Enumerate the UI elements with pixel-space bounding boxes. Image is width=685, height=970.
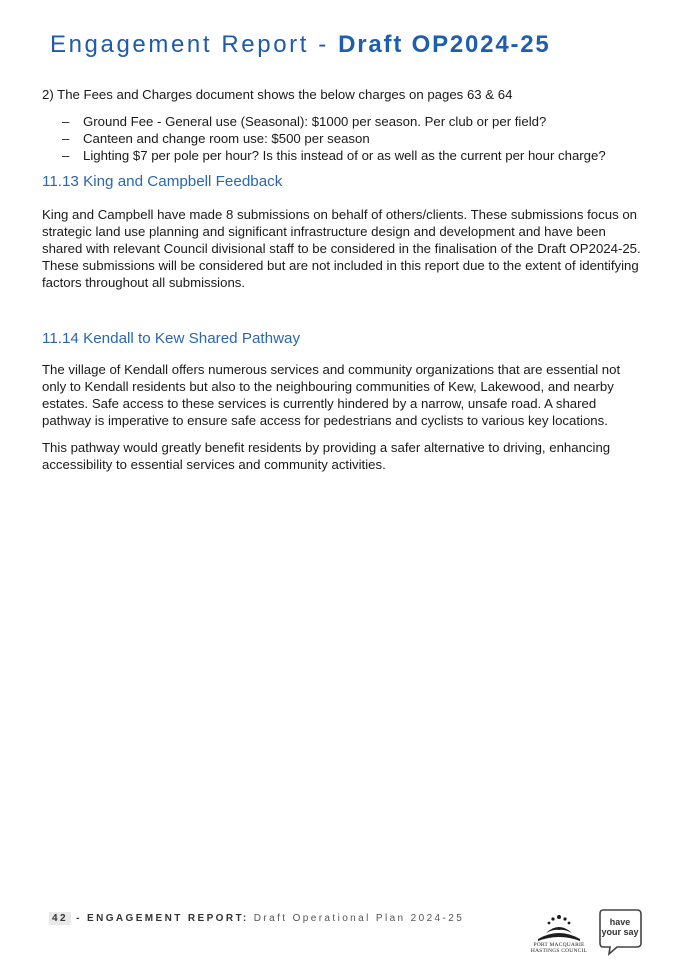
section-heading-11-13: 11.13 King and Campbell Feedback — [42, 173, 283, 190]
bullet-dash: – — [62, 131, 70, 146]
have-your-say-line2: your say — [601, 927, 639, 937]
council-name — [524, 942, 594, 954]
section-11-13-paragraph: King and Campbell have made 8 submissions on behalf of others/clients. These submissions focus on strategic land use planning and significant infrastructure design and development and have been shared with relevant Council divisional staff to be considered in the finalisation of the Draft OP2024-25. These submissions will be considered but are not included in this report due to the extent of identifying factors throughout all submissions. — [42, 207, 641, 290]
section-11-14-paragraph-2: This pathway would greatly benefit residents by providing a safer alternative to driving, enhancing accessibility to essential services and community activities. — [42, 440, 611, 472]
page-number: 42 — [49, 912, 71, 925]
bullet-text: Canteen and change room use: $500 per season — [83, 131, 370, 146]
header-title-bold: Draft OP2024-25 — [338, 31, 551, 58]
fees-bullet-list — [62, 113, 642, 164]
document-body — [42, 86, 642, 483]
header-title-light: Engagement Report - — [50, 31, 339, 58]
bullet-dash: – — [62, 114, 70, 129]
footer-report-subtitle: Draft Operational Plan 2024-25 — [248, 913, 465, 924]
council-name-line1: PORT MACQUARIE — [533, 942, 585, 948]
have-your-say-text — [601, 917, 639, 937]
bullet-item — [62, 113, 642, 130]
section-11-14-paragraph-1: The village of Kendall offers numerous services and community organizations that are essential not only to Kendall residents but also to the neighbouring communities of Kew, Lakewood, and nearby estates. Safe access to these services is currently hindered by a narrow, unsafe road. A shared pathway is imperative to ensure safe access for pedestrians and cyclists to various key locations. — [42, 362, 621, 428]
page-footer — [49, 913, 464, 924]
footer-separator: - — [70, 913, 88, 924]
bullet-text: Ground Fee - General use (Seasonal): $1000 per season. Per club or per field? — [83, 114, 547, 129]
section-heading-11-14: 11.14 Kendall to Kew Shared Pathway — [42, 330, 301, 347]
footer-report-label: ENGAGEMENT REPORT: — [87, 913, 249, 924]
page-header-title — [50, 31, 551, 59]
bullet-text: Lighting $7 per pole per hour? Is this instead of or as well as the current per hour charge? — [83, 148, 606, 163]
council-name-line2: HASTINGS COUNCIL — [530, 948, 588, 954]
fees-intro: 2) The Fees and Charges document shows the below charges on pages 63 & 64 — [42, 87, 513, 102]
bullet-item — [62, 147, 642, 164]
bullet-dash: – — [62, 148, 70, 163]
have-your-say-line1: have — [609, 917, 631, 927]
bullet-item — [62, 130, 642, 147]
